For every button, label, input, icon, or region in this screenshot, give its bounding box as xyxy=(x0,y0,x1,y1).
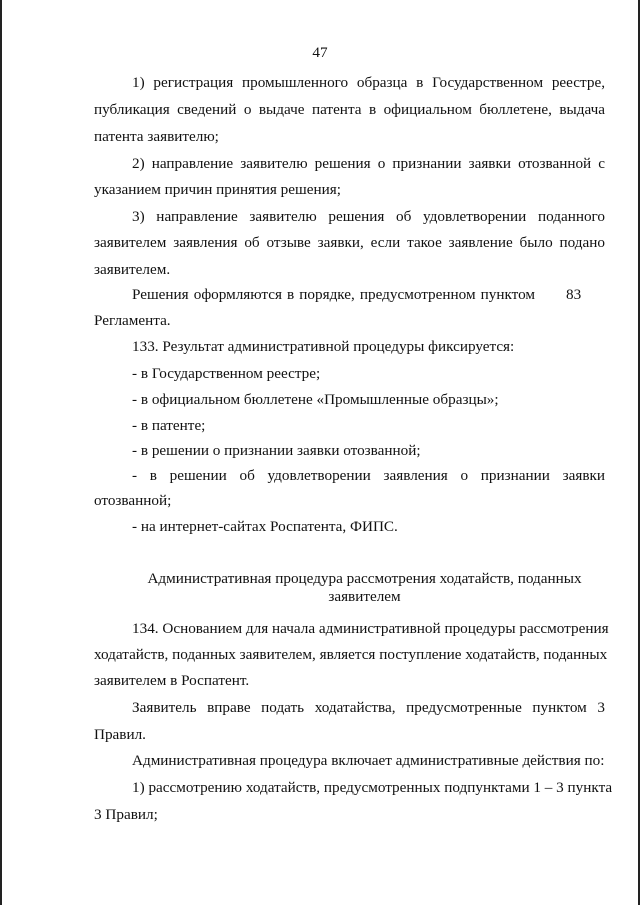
paragraph-134-line-1: 134. Основанием для начала административной процедуры рассмотрения xyxy=(132,620,609,637)
fix-item-satisfaction-decision-line-2: отозванной; xyxy=(94,492,172,509)
fix-item-websites: - на интернет-сайтах Роспатента, ФИПС. xyxy=(132,518,398,535)
item-1-line-1: 1) регистрация промышленного образца в Государственном реестре, xyxy=(132,74,605,91)
fix-item-satisfaction-decision-line-1: - в решении об удовлетворении заявления о признании заявки xyxy=(132,467,605,484)
paragraph-134-line-2: ходатайств, поданных заявителем, является поступление ходатайств, поданных xyxy=(94,646,608,663)
item-2-line-1: 2) направление заявителю решения о признании заявки отозванной с xyxy=(132,155,605,172)
applicant-line-2: Правил. xyxy=(94,726,146,743)
paragraph-133: 133. Результат административной процедуры фиксируется: xyxy=(132,338,515,355)
item-3-line-2: заявителем заявления об отзыве заявки, если такое заявление было подано xyxy=(94,234,605,251)
item-2-line-2: указанием причин принятия решения; xyxy=(94,181,341,198)
paragraph-134-line-3: заявителем в Роспатент. xyxy=(94,672,250,689)
item-1-line-3: патента заявителю; xyxy=(94,128,219,145)
decisions-line-1: Решения оформляются в порядке, предусмотренном пунктом xyxy=(132,286,535,303)
action-1-line-1: 1) рассмотрению ходатайств, предусмотренных подпунктами 1 – 3 пункта xyxy=(132,779,613,796)
decisions-line-2: Регламента. xyxy=(94,312,171,329)
left-page-edge xyxy=(0,0,2,905)
item-3-line-1: 3) направление заявителю решения об удовлетворении поданного xyxy=(132,208,605,225)
item-1-line-2: публикация сведений о выдаче патента в официальном бюллетене, выдача xyxy=(94,101,605,118)
fix-item-bulletin: - в официальном бюллетене «Промышленные образцы»; xyxy=(132,391,499,408)
action-1-line-2: 3 Правил; xyxy=(94,806,158,823)
section-title-line-1: Административная процедура рассмотрения ходатайств, поданных xyxy=(147,570,582,587)
fix-item-withdrawal-decision: - в решении о признании заявки отозванной; xyxy=(132,442,421,459)
applicant-line-1: Заявитель вправе подать ходатайства, предусмотренные пунктом 3 xyxy=(132,699,605,716)
actions-intro: Административная процедура включает административные действия по: xyxy=(132,752,605,769)
decisions-number: 83 xyxy=(566,286,582,303)
page-number: 47 xyxy=(312,44,328,61)
section-title-line-2: заявителем xyxy=(328,588,401,605)
item-3-line-3: заявителем. xyxy=(94,261,171,278)
fix-item-registry: - в Государственном реестре; xyxy=(132,365,321,382)
fix-item-patent: - в патенте; xyxy=(132,417,206,434)
